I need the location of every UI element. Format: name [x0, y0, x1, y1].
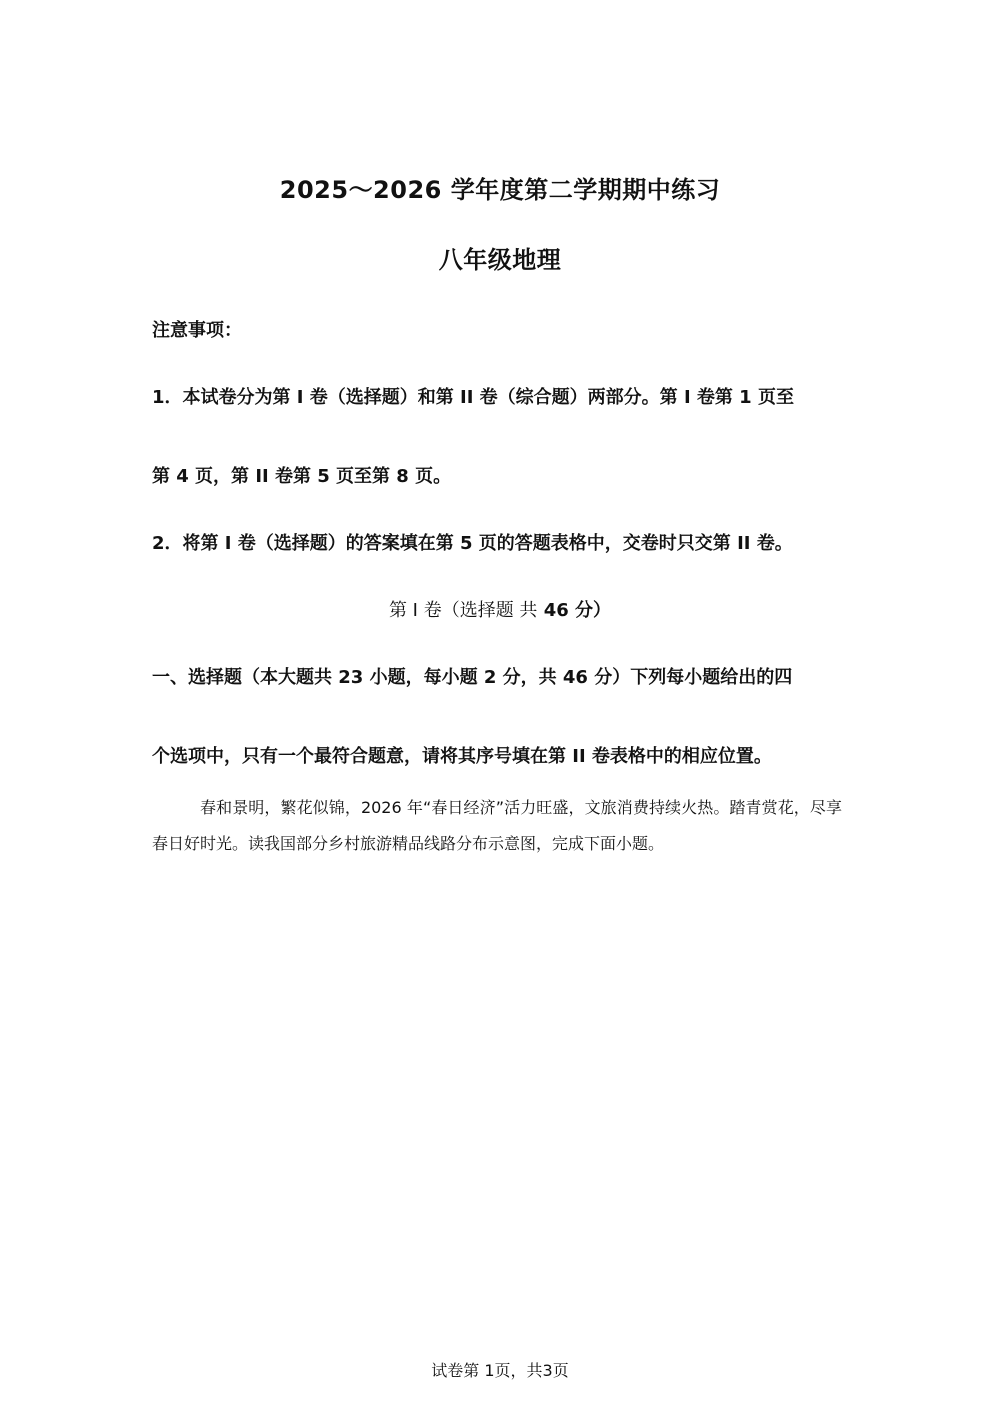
volume-heading-prefix: 第 Ⅰ 卷（选择题 共: [388, 600, 538, 621]
notice-item-1-line-1: 1．本试卷分为第 I 卷（选择题）和第 II 卷（综合题）两部分。第 I 卷第 1 页至: [152, 387, 794, 408]
section-instructions-line-1: 一、选择题（本大题共 23 小题，每小题 2 分，共 46 分）下列每小题给出的四: [152, 667, 793, 688]
section-instructions-line-2: 个选项中，只有一个最符合题意，请将其序号填在第 II 卷表格中的相应位置。: [152, 746, 772, 767]
notice-heading: 注意事项：: [152, 320, 242, 341]
exam-title: 2025～2026 学年度第二学期期中练习: [279, 176, 721, 204]
volume-heading-score: 46 分）: [537, 600, 612, 621]
volume-heading: [0, 596, 1000, 622]
reading-passage: 春和景明，繁花似锦，2026 年“春日经济”活力旺盛，文旅消费持续火热。踏青赏花，尽享春日好时光。读我国部分乡村旅游精品线路分布示意图，完成下面小题。: [152, 798, 842, 853]
notice-item-2: 2．将第 I 卷（选择题）的答案填在第 5 页的答题表格中，交卷时只交第 II 卷。: [152, 533, 793, 554]
page-footer: 试卷第 1页，共3页: [431, 1361, 569, 1380]
notice-item-1-line-2: 第 4 页，第 II 卷第 5 页至第 8 页。: [152, 466, 452, 487]
exam-subtitle: 八年级地理: [438, 246, 562, 274]
